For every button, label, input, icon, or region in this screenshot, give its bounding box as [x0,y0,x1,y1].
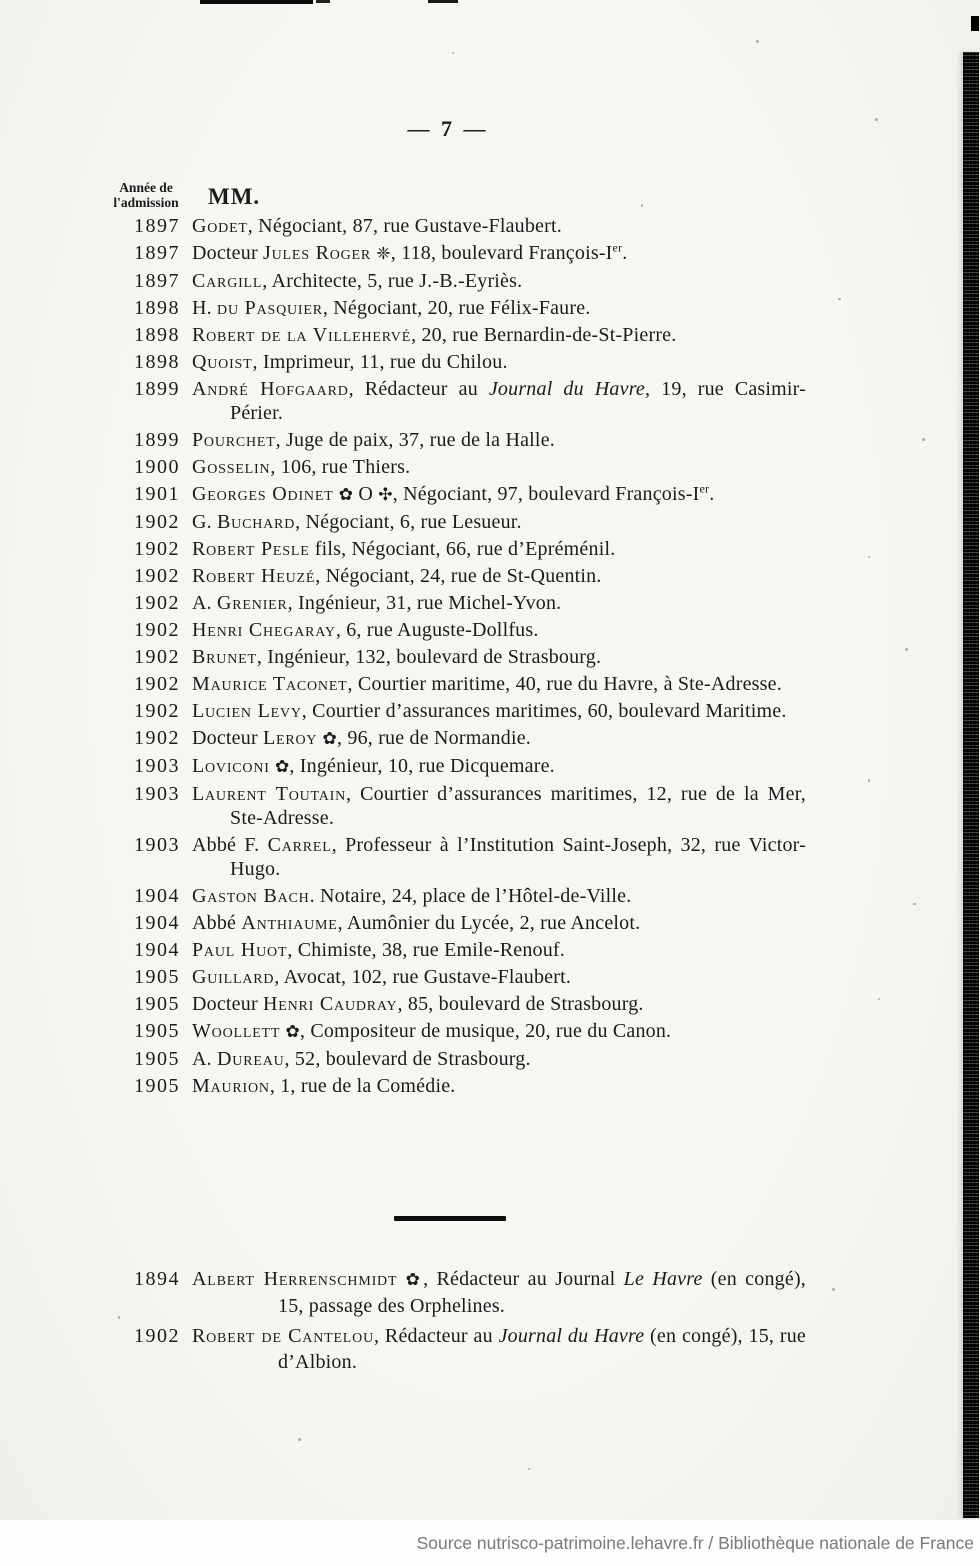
directory-entry [96,782,806,830]
admission-year: 1898 [134,351,180,373]
admission-year: 1903 [134,755,180,777]
entry-text-segment: Grenier [217,592,288,614]
entry-text-segment: Leroy [263,727,318,749]
entry-text [192,428,806,452]
admission-year: 1905 [134,966,180,988]
scan-artifact-top-dash [428,0,458,3]
main-member-list [96,214,806,1101]
entry-text-segment: Georges Odinet [192,483,334,505]
page-number: — 7 — [407,116,489,141]
entry-text-segment: , Rédacteur au [373,1325,499,1347]
directory-entry [96,884,806,908]
directory-entry [96,377,806,425]
entry-text-segment: Le Havre [623,1268,703,1290]
noise-speck [868,779,870,782]
entry-text-segment: Godet [192,215,248,237]
entry-text-segment: , Négociant, 24, rue de St-Quentin. [315,565,602,587]
directory-entry [96,1323,806,1375]
entry-text-segment: Cargill [192,270,263,292]
entry-text [192,214,806,238]
entry-text-segment: . [622,242,628,264]
entry-text [192,726,806,751]
admission-year: 1905 [134,1020,180,1042]
entry-text-segment: fils, Négociant, 66, rue d’Epréménil. [309,538,616,560]
entry-text-segment: O [353,483,379,505]
entry-text [192,1323,806,1375]
entry-text-segment: , Courtier maritime, 40, rue du Havre, à Ste-Adresse. [347,673,782,695]
entry-text-segment: , Aumônier du Lycée, 2, rue Ancelot. [337,912,641,934]
admission-year: 1902 [134,727,180,749]
entry-text-segment: , Avocat, 102, rue Gustave-Flaubert. [274,966,572,988]
admission-year: 1902 [134,511,180,533]
directory-entry [96,938,806,962]
directory-entry [96,1019,806,1044]
palmes-academiques-icon: ✿ [285,1022,300,1041]
directory-entry [96,482,806,507]
entry-text-segment: Journal du Havre [498,1325,645,1347]
entry-text-segment: , Rédacteur au [348,378,489,400]
palmes-academiques-icon: ✿ [322,729,337,748]
scan-artifact-edge-tick [971,16,979,31]
directory-entry [96,645,806,669]
entry-text-segment: A. [192,1048,218,1070]
entry-text-segment: , Rédacteur au Journal [423,1268,624,1290]
entry-text-segment: Guillard [192,966,275,988]
entry-text [192,618,806,642]
entry-text-segment: . [709,483,715,505]
entry-text [192,1266,806,1319]
entry-text-segment: , 6, rue Auguste-Dollfus. [335,619,539,641]
admission-year: 1903 [134,834,180,856]
entry-text-segment: , Professeur à l’Institution Saint-Joseph, 32, rue Victor-Hugo. [230,834,806,880]
entry-text [192,591,806,615]
admission-year: 1897 [134,215,180,237]
entry-text-segment: , Courtier d’assurances maritimes, 12, rue de la Mer, Ste-Adresse. [230,783,806,829]
directory-entry [96,591,806,615]
entry-text-segment: Dureau [217,1048,285,1070]
directory-entry [96,1266,806,1319]
directory-entry [96,269,806,293]
scan-artifact-top-dash [316,0,330,3]
entry-text-segment: Albert Herrenschmidt [192,1268,398,1290]
entry-text [192,455,806,479]
admission-year: 1902 [134,673,180,695]
noise-speck [875,118,878,121]
directory-entry [96,455,806,479]
entry-text-segment: Quoist [192,351,253,373]
directory-entry [96,726,806,751]
directory-entry [96,350,806,374]
members-heading: MM. [208,184,261,209]
entry-text-segment: Anthiaume [241,912,338,934]
entry-text-segment: Docteur [192,242,264,264]
entry-text-segment: , Négociant, 87, rue Gustave-Flaubert. [247,215,562,237]
admission-year: 1902 [134,592,180,614]
entry-text [192,782,806,830]
entry-text-segment: , Ingénieur, 132, boulevard de Strasbourg. [256,646,602,668]
entry-text-segment: Robert de Cantelou [192,1325,374,1347]
entry-text [192,350,806,374]
admission-year: 1897 [134,270,180,292]
directory-entry [96,911,806,935]
entry-text-segment: G. [192,511,218,533]
entry-text-segment: Robert Heuzé [192,565,316,587]
entry-text-segment: Paul Huot [192,939,288,961]
noise-speck [452,52,454,54]
noise-speck [878,998,880,1000]
on-leave-member-list [96,1266,806,1379]
entry-text-segment: Gaston Bach [192,885,310,907]
entry-text [192,938,806,962]
entry-text-segment: , 52, boulevard de Strasbourg. [284,1048,531,1070]
entry-text-segment: Robert de la Villehervé [192,324,412,346]
admission-year: 1903 [134,783,180,805]
entry-text-segment: , Compositeur de musique, 20, rue du Canon. [299,1020,672,1042]
entry-text-segment: Loviconi [192,755,270,777]
entry-text [192,754,806,779]
entry-text-segment: er [612,240,623,255]
admission-year: 1904 [134,912,180,934]
entry-text-segment: . Notaire, 24, place de l’Hôtel-de-Ville. [309,885,632,907]
admission-year: 1905 [134,1048,180,1070]
directory-entry [96,296,806,320]
palmes-academiques-icon: ✿ [338,485,354,504]
entry-text-segment: du Pasquier [217,297,323,319]
entry-text-segment: Buchard [217,511,296,533]
admission-year: 1900 [134,456,180,478]
book-gutter-edge [963,52,979,1518]
entry-text-segment: A. [192,592,218,614]
admission-year: 1905 [134,993,180,1015]
entry-text-segment: Pourchet [192,429,276,451]
entry-text-segment: Docteur [192,727,264,749]
legion-honneur-star-icon: ❈ [376,244,391,263]
entry-text-segment [397,1268,405,1290]
entry-text [192,377,806,425]
directory-entry [96,1074,806,1098]
entry-text [192,510,806,534]
admission-year: 1904 [134,885,180,907]
entry-text-segment: H. [192,297,218,319]
entry-text-segment: , 106, rue Thiers. [270,456,411,478]
section-divider [394,1216,506,1221]
entry-text [192,992,806,1016]
directory-entry [96,833,806,881]
admission-year: 1898 [134,297,180,319]
admission-year: 1904 [134,939,180,961]
directory-entry [96,965,806,989]
directory-entry [96,618,806,642]
entry-text-segment: , Ingénieur, 31, rue Michel-Yvon. [287,592,562,614]
entry-text [192,911,806,935]
palmes-academiques-icon: ✿ [274,757,290,776]
entry-text-segment: Maurion [192,1075,270,1097]
entry-text-segment: , 20, rue Bernardin-de-St-Pierre. [411,324,677,346]
noise-speck [913,903,916,905]
entry-text-segment: André Hofgaard [192,378,349,400]
entry-text-segment: Woollett [192,1020,281,1042]
directory-entry [96,428,806,452]
entry-text-segment: , 96, rue de Normandie. [337,727,531,749]
entry-text [192,699,806,723]
entry-text-segment: Journal du Havre [488,378,646,400]
admission-year: 1898 [134,324,180,346]
admission-year: 1902 [134,538,180,560]
admission-year: 1902 [134,646,180,668]
entry-text-segment: , Architecte, 5, rue J.-B.-Eyriès. [262,270,523,292]
directory-entry [96,1047,806,1071]
entry-text-segment: Docteur [192,993,264,1015]
entry-text-segment: Abbé F. [192,834,268,856]
entry-text [192,564,806,588]
admission-column-header [100,180,192,210]
entry-text-segment: , 118, boulevard François-I [390,242,613,264]
admission-column-header-line1: Année de [119,180,173,195]
entry-text-segment: , 1, rue de la Comédie. [269,1075,456,1097]
entry-text [192,884,806,908]
noise-speck [298,1438,301,1441]
admission-year: 1902 [134,565,180,587]
entry-text [192,482,806,507]
entry-text-segment: (en congé), 15, passage des Orphelines. [278,1268,807,1317]
footer-bar [0,1520,980,1566]
noise-speck [832,1288,835,1291]
entry-text-segment: Carrel [267,834,332,856]
admission-year: 1901 [134,483,180,505]
entry-text-segment: , Ingénieur, 10, rue Dicquemare. [289,755,555,777]
entry-text-segment: , Imprimeur, 11, rue du Chilou. [252,351,508,373]
entry-text-segment: , Chimiste, 38, rue Emile-Renouf. [287,939,565,961]
entry-text-segment: , 19, rue Casimir-Périer. [230,378,807,424]
noise-speck [905,648,908,651]
admission-year: 1902 [134,619,180,641]
entry-text-segment: Jules Roger [263,242,372,264]
entry-text [192,296,806,320]
directory-entry [96,699,806,723]
noise-speck [922,438,925,441]
entry-text-segment: Henri Chegaray [192,619,336,641]
admission-year: 1902 [134,1325,180,1347]
source-attribution: Source nutrisco-patrimoine.lehavre.fr / Bibliothèque nationale de France [416,1532,974,1553]
entry-text-segment: , Négociant, 97, boulevard François-I [392,483,700,505]
entry-text-segment: Henri Caudray [263,993,398,1015]
admission-year: 1902 [134,700,180,722]
entry-text [192,1019,806,1044]
entry-text [192,1047,806,1071]
entry-text [192,965,806,989]
officer-cross-icon: ✣ [378,485,393,504]
directory-entry [96,672,806,696]
noise-speck [756,40,759,43]
entry-text [192,672,806,696]
directory-entry [96,992,806,1016]
entry-text-segment: , 85, boulevard de Strasbourg. [397,993,644,1015]
noise-speck [528,1468,530,1470]
noise-speck [868,556,870,558]
noise-speck [838,298,841,300]
directory-entry [96,564,806,588]
entry-text [192,833,806,881]
entry-text-segment: , Négociant, 20, rue Félix-Faure. [322,297,591,319]
entry-text [192,323,806,347]
admission-year: 1897 [134,242,180,264]
directory-entry [96,754,806,779]
directory-entry [96,537,806,561]
admission-year: 1899 [134,378,180,400]
palmes-academiques-icon: ✿ [405,1270,424,1289]
entry-text [192,1074,806,1098]
noise-speck [641,204,643,207]
directory-entry [96,214,806,238]
entry-text [192,537,806,561]
entry-text-segment: Gosselin [192,456,271,478]
entry-text-segment: er [699,481,710,496]
entry-text [192,269,806,293]
entry-text-segment: Abbé [192,912,242,934]
entry-text-segment: Laurent Toutain [192,783,347,805]
entry-text-segment: , Négociant, 6, rue Lesueur. [295,511,522,533]
admission-year: 1894 [134,1268,180,1290]
directory-entry [96,241,806,266]
entry-text-segment: , Juge de paix, 37, rue de la Halle. [275,429,555,451]
directory-entry [96,323,806,347]
entry-text [192,645,806,669]
entry-text-segment: Maurice Taconet [192,673,348,695]
directory-entry [96,510,806,534]
entry-text-segment: , Courtier d’assurances maritimes, 60, boulevard Maritime. [301,700,787,722]
admission-year: 1899 [134,429,180,451]
entry-text-segment: Lucien Levy [192,700,302,722]
admission-year: 1905 [134,1075,180,1097]
scan-artifact-top-bar [200,0,313,4]
entry-text-segment: (en congé), 15, rue d’Albion. [278,1325,806,1373]
entry-text-segment: Brunet [192,646,257,668]
admission-column-header-line2: l'admission [113,195,179,210]
entry-text-segment: Robert Pesle [192,538,310,560]
entry-text [192,241,806,266]
